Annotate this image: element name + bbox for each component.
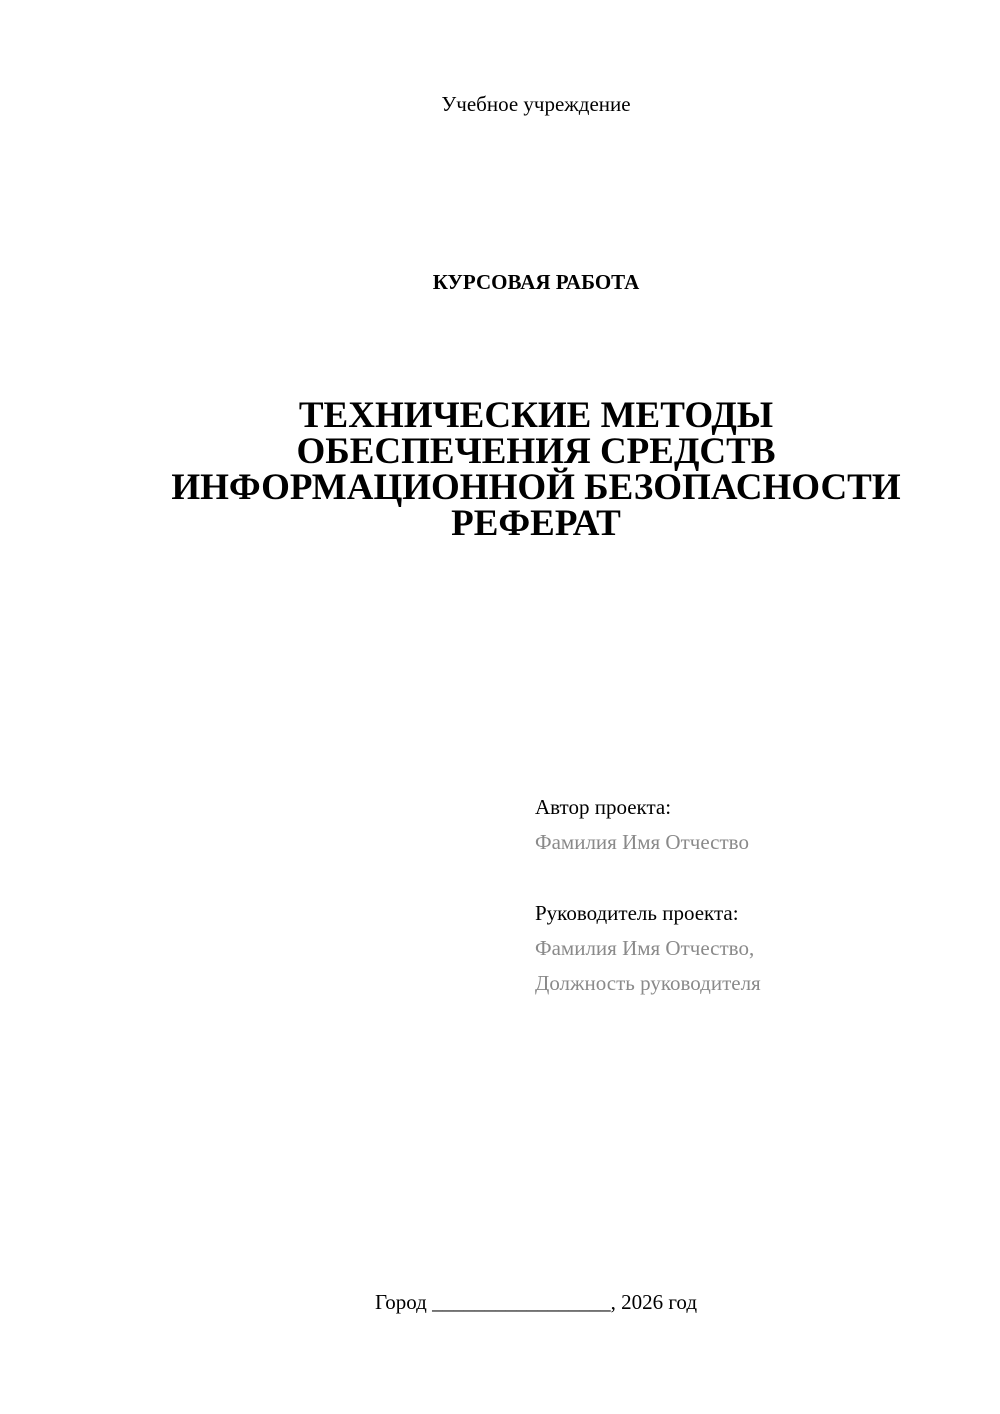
title-line: ТЕХНИЧЕСКИЕ МЕТОДЫ <box>298 395 774 436</box>
work-type-heading: КУРСОВАЯ РАБОТА <box>432 270 640 294</box>
title-line: ОБЕСПЕЧЕНИЯ СРЕДСТВ <box>296 431 776 472</box>
supervisor-label: Руководитель проекта: <box>535 901 739 925</box>
supervisor-position: Должность руководителя <box>535 971 761 995</box>
institution-name: Учебное учреждение <box>441 92 631 116</box>
author-name: Фамилия Имя Отчество <box>535 830 749 854</box>
city-year-line: Город _________________, 2026 год <box>374 1290 698 1314</box>
title-line: ИНФОРМАЦИОННОЙ БЕЗОПАСНОСТИ <box>171 467 901 508</box>
title-line: РЕФЕРАТ <box>451 503 621 544</box>
document-title <box>0 395 1000 544</box>
spacer <box>535 860 975 896</box>
author-label: Автор проекта: <box>535 795 672 819</box>
authors-block <box>535 790 975 1001</box>
supervisor-name: Фамилия Имя Отчество, <box>535 936 755 960</box>
